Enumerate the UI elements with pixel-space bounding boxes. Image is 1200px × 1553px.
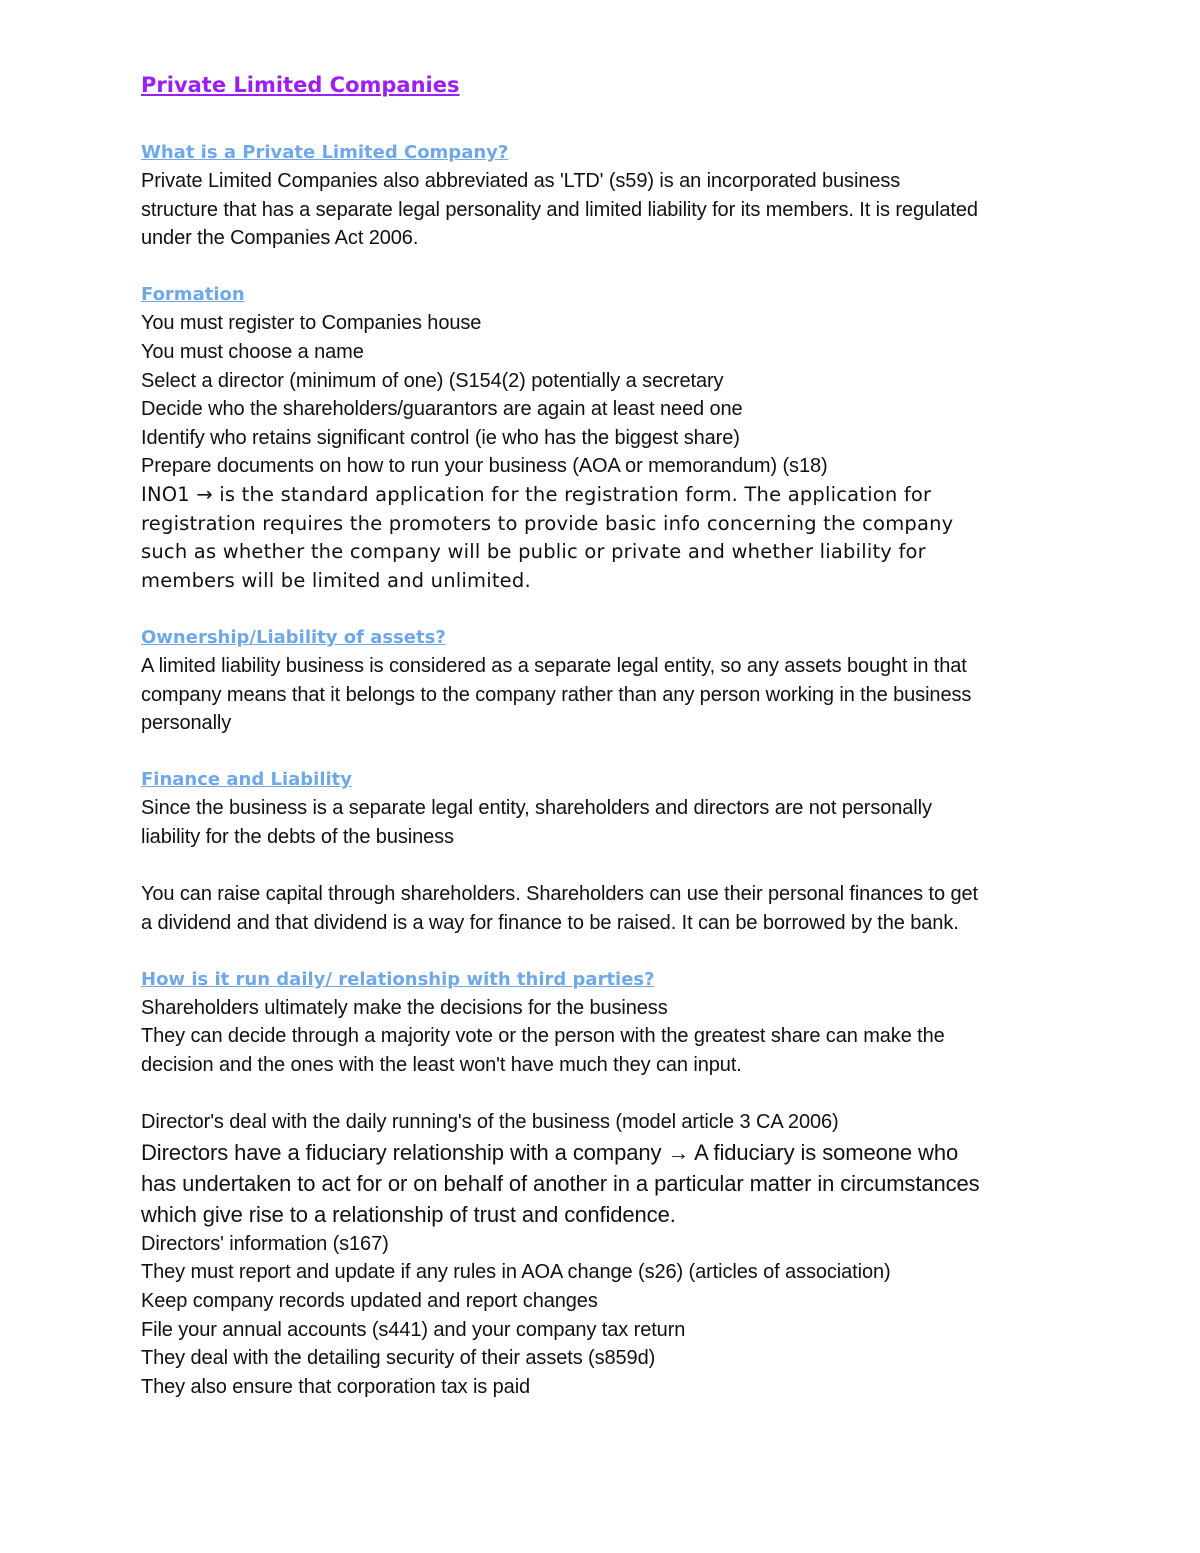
body-line: INO1 → is the standard application for the registration form. The application for bbox=[141, 482, 932, 506]
body-line: Identify who retains significant control (ie who has the biggest share) bbox=[141, 426, 740, 449]
section-heading: Ownership/Liability of assets? bbox=[141, 626, 446, 648]
body-line: They also ensure that corporation tax is paid bbox=[141, 1375, 531, 1398]
body-line: They deal with the detailing security of their assets (s859d) bbox=[141, 1347, 656, 1370]
body-line: Private Limited Companies also abbreviated as 'LTD' (s59) is an incorporated business bbox=[141, 170, 901, 192]
body-line: Prepare documents on how to run your business (AOA or memorandum) (s18) bbox=[141, 455, 828, 478]
section-formation bbox=[141, 281, 1071, 595]
body-line: has undertaken to act for or on behalf of another in a particular matter in circumstances bbox=[141, 1170, 980, 1196]
body-line: under the Companies Act 2006. bbox=[141, 227, 419, 250]
section-heading: Finance and Liability bbox=[141, 769, 353, 791]
body-line: personally bbox=[141, 712, 232, 735]
document-title: Private Limited Companies bbox=[141, 73, 460, 97]
body-line: A limited liability business is considered as a separate legal entity, so any assets bought in that bbox=[141, 654, 967, 677]
paragraph-gap bbox=[141, 851, 1071, 880]
body-line: such as whether the company will be public or private and whether liability for bbox=[141, 540, 926, 564]
body-line: They must report and update if any rules in AOA change (s26) (articles of association) bbox=[141, 1261, 891, 1284]
paragraph-gap bbox=[141, 595, 1071, 624]
body-line: Directors' information (s167) bbox=[141, 1232, 389, 1255]
body-line: Keep company records updated and report changes bbox=[141, 1290, 598, 1312]
body-line: They can decide through a majority vote or the person with the greatest share can make the bbox=[141, 1025, 945, 1048]
body-line: structure that has a separate legal personality and limited liability for its members. It is regulated bbox=[141, 198, 978, 221]
body-line: You must choose a name bbox=[141, 340, 364, 363]
body-line: Shareholders ultimately make the decisions for the business bbox=[141, 996, 668, 1019]
body-line: Since the business is a separate legal entity, shareholders and directors are not personally bbox=[141, 797, 932, 820]
paragraph-gap bbox=[141, 1080, 1071, 1109]
body-line: liability for the debts of the business bbox=[141, 825, 454, 848]
section-heading: Formation bbox=[141, 284, 245, 306]
paragraph-gap bbox=[141, 253, 1071, 282]
body-line: members will be limited and unlimited. bbox=[141, 568, 531, 592]
body-line: File your annual accounts (s441) and your company tax return bbox=[141, 1318, 686, 1341]
body-line: Decide who the shareholders/guarantors are again at least need one bbox=[141, 398, 743, 421]
body-line: company means that it belongs to the company rather than any person working in the business bbox=[141, 683, 972, 706]
section-ownership bbox=[141, 624, 1071, 738]
document-page bbox=[141, 71, 1071, 1401]
body-line: You can raise capital through shareholders. Shareholders can use their personal finances to get bbox=[141, 883, 978, 906]
paragraph-gap bbox=[141, 937, 1071, 966]
section-heading: How is it run daily/ relationship with third parties? bbox=[141, 968, 655, 990]
body-line: a dividend and that dividend is a way for finance to be raised. It can be borrowed by the bank. bbox=[141, 911, 959, 934]
section-finance bbox=[141, 766, 1071, 937]
section-heading: What is a Private Limited Company? bbox=[141, 142, 509, 163]
paragraph-gap bbox=[141, 738, 1071, 767]
body-line: decision and the ones with the least won't have much they can input. bbox=[141, 1054, 742, 1077]
section-what-is-ltd bbox=[141, 139, 1071, 253]
section-daily-running bbox=[141, 966, 1071, 1402]
body-line: which give rise to a relationship of trust and confidence. bbox=[141, 1201, 676, 1227]
body-line: Director's deal with the daily running's of the business (model article 3 CA 2006) bbox=[141, 1111, 839, 1134]
body-line: You must register to Companies house bbox=[141, 312, 482, 335]
body-line: Directors have a fiduciary relationship with a company → A fiduciary is someone who bbox=[141, 1139, 959, 1165]
body-line: registration requires the promoters to provide basic info concerning the company bbox=[141, 511, 954, 535]
body-line: Select a director (minimum of one) (S154(2) potentially a secretary bbox=[141, 369, 724, 392]
